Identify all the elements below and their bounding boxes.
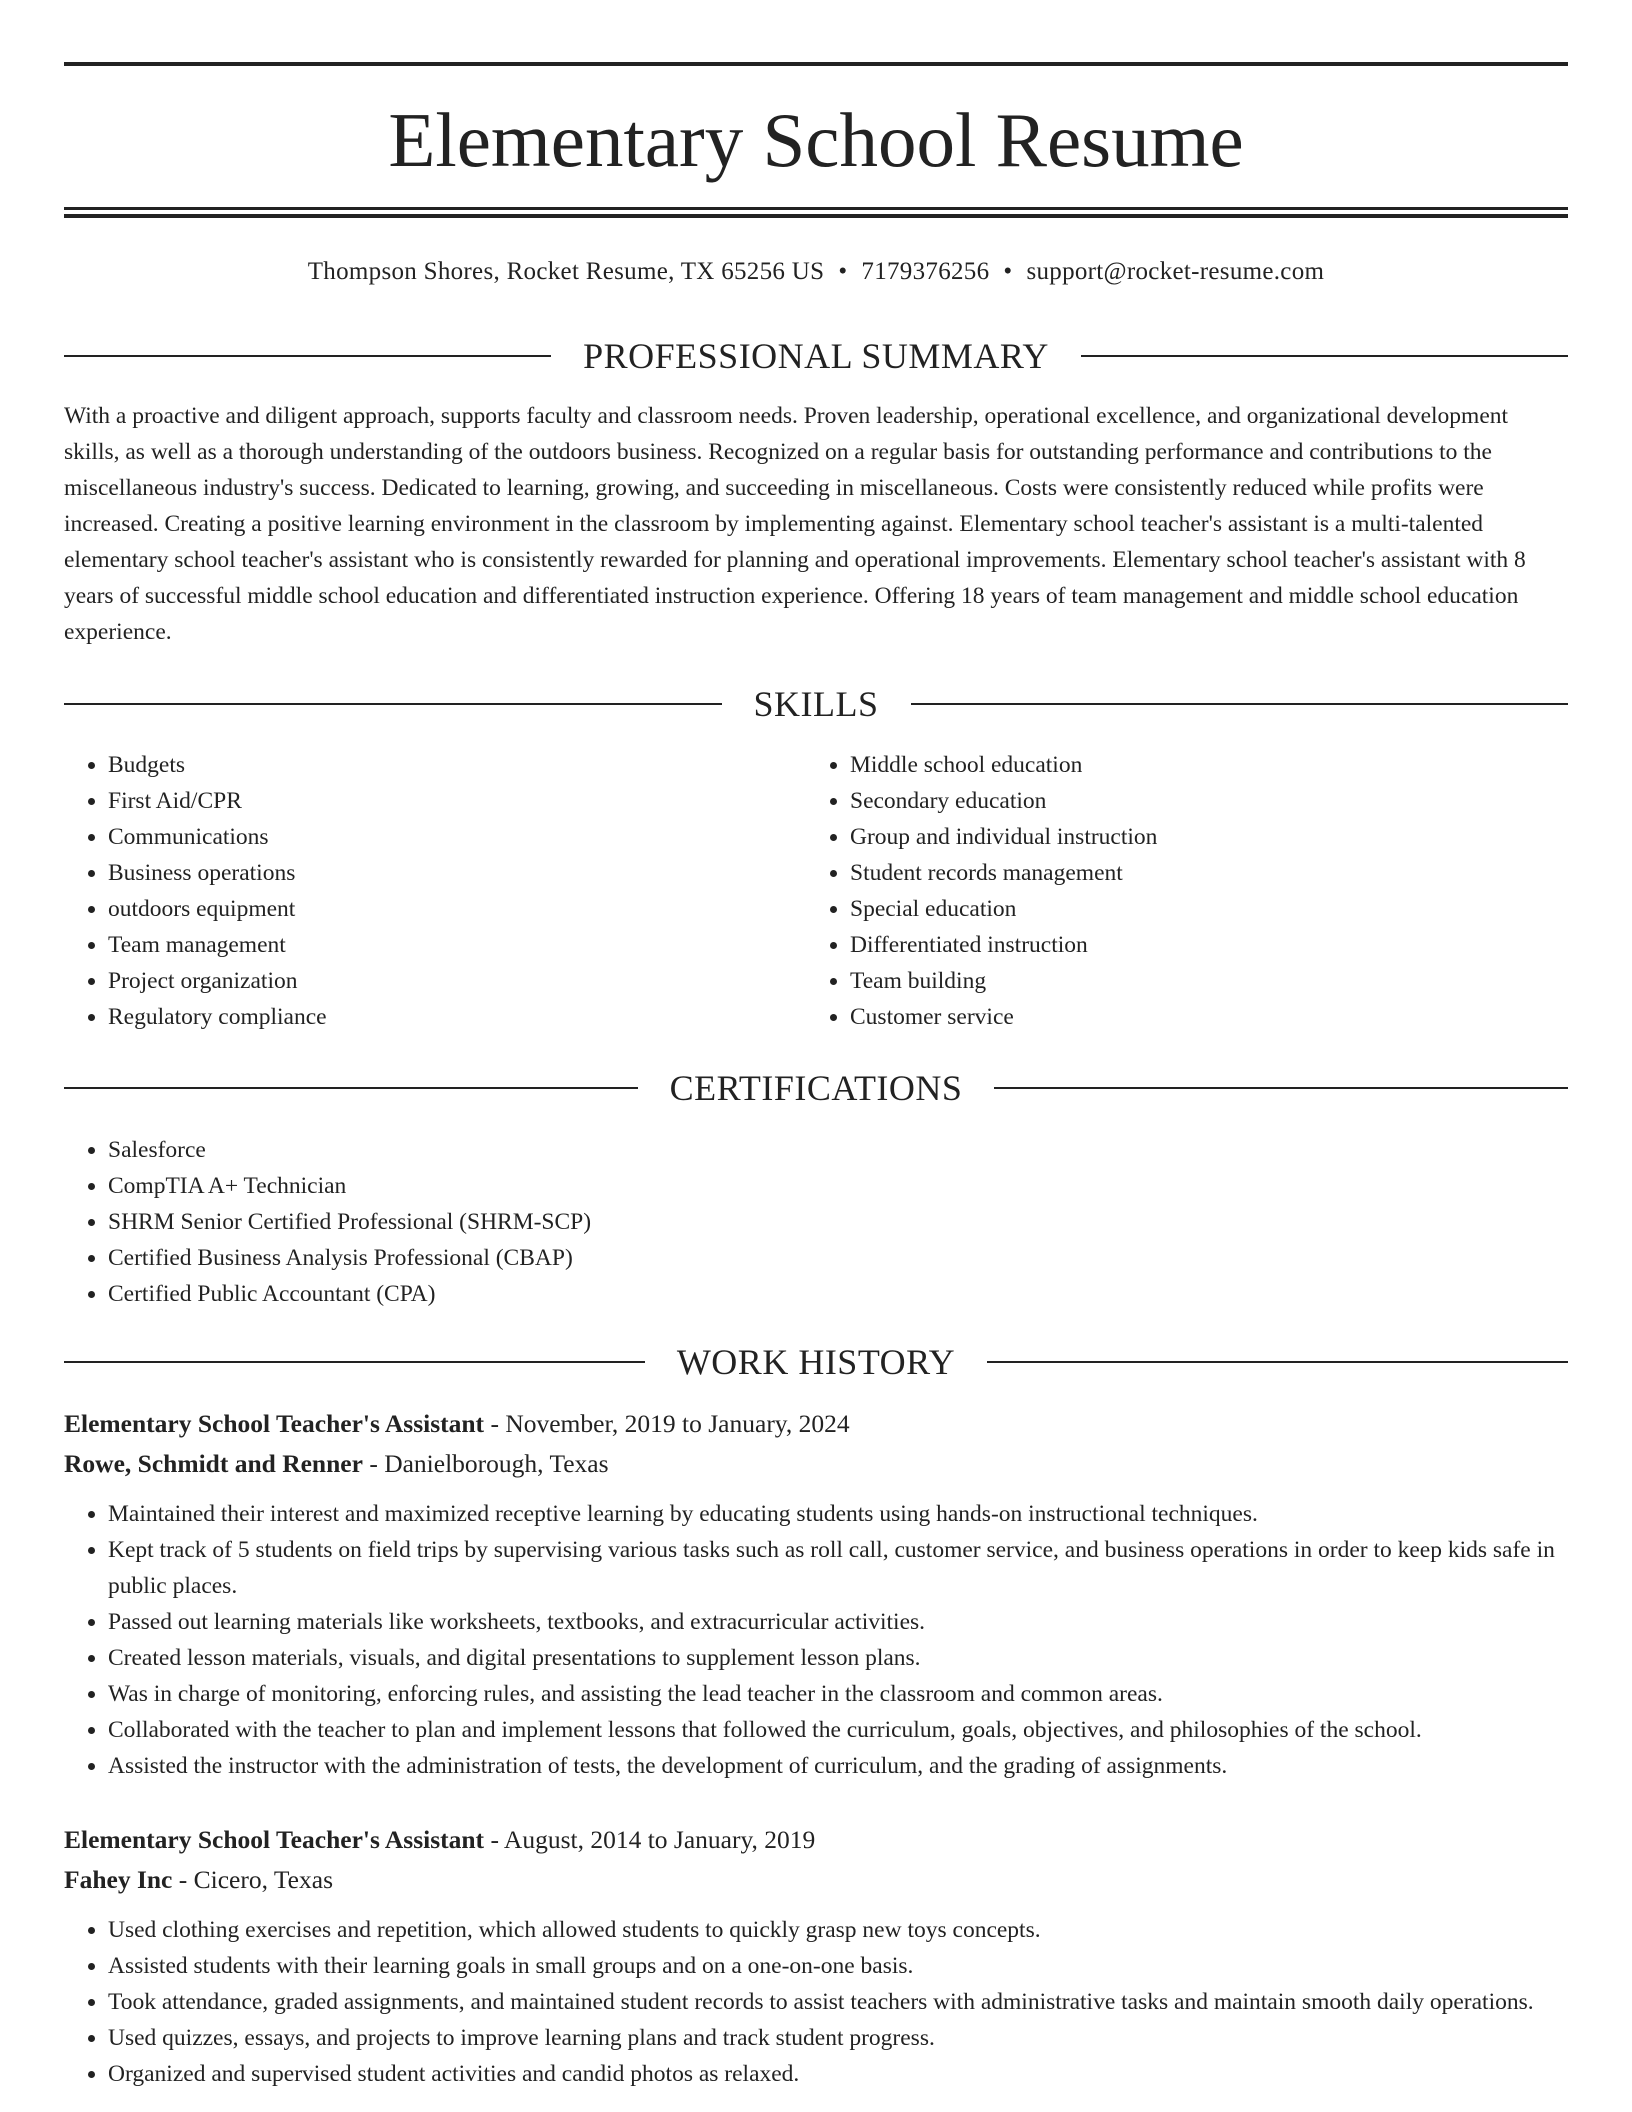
job-location: Danielborough, Texas — [384, 1449, 609, 1478]
certification-item: • Certified Public Accountant (CPA) — [108, 1276, 1064, 1312]
skill-item: • Secondary education — [850, 783, 1506, 819]
skill-item: • Middle school education — [850, 747, 1506, 783]
job-entry — [64, 1820, 1568, 2092]
resume-title: Elementary School Resume — [388, 97, 1244, 183]
skill-item: • Group and individual instruction — [850, 819, 1506, 855]
heading-rule — [1081, 355, 1568, 357]
skill-item: • First Aid/CPR — [108, 783, 764, 819]
dash: - — [172, 1865, 194, 1894]
dash: - — [362, 1449, 385, 1478]
section-title: CERTIFICATIONS — [669, 1068, 963, 1108]
skills-left-column — [64, 747, 764, 1035]
section-title: SKILLS — [753, 684, 879, 724]
skill-item: • Regulatory compliance — [108, 999, 764, 1035]
heading-rule — [64, 1361, 645, 1363]
section-heading-summary — [64, 330, 1568, 382]
heading-rule — [64, 703, 722, 705]
job-title-line — [64, 1820, 1568, 1860]
title-double-rule — [64, 207, 1568, 218]
skill-item: • Project organization — [108, 963, 764, 999]
job-entry — [64, 1404, 1568, 1784]
job-bullet: • Collaborated with the teacher to plan and implement lessons that followed the curriculum, goals, objectives, and philosophies of the school. — [108, 1712, 1568, 1748]
job-bullet: • Organized and supervised student activities and candid photos as relaxed. — [108, 2056, 1568, 2092]
job-bullet: • Was in charge of monitoring, enforcing rules, and assisting the lead teacher in the classroom and common areas. — [108, 1676, 1568, 1712]
dash: - — [484, 1409, 506, 1438]
top-rule — [64, 62, 1568, 66]
job-bullet: • Maintained their interest and maximized receptive learning by educating students using hands-on instructional techniques. — [108, 1496, 1568, 1532]
heading-rule — [64, 355, 551, 357]
skill-item: • Communications — [108, 819, 764, 855]
skill-item: • Student records management — [850, 855, 1506, 891]
job-title: Elementary School Teacher's Assistant — [64, 1825, 485, 1854]
certification-item: • SHRM Senior Certified Professional (SHRM-SCP) — [108, 1204, 1064, 1240]
skill-item: • Differentiated instruction — [850, 927, 1506, 963]
job-company-line — [64, 1860, 1568, 1900]
job-title: Elementary School Teacher's Assistant — [64, 1409, 485, 1438]
job-company-line — [64, 1444, 1568, 1484]
section-title: PROFESSIONAL SUMMARY — [583, 336, 1049, 376]
job-bullet: • Assisted students with their learning goals in small groups and on a one-on-one basis. — [108, 1948, 1568, 1984]
job-dates: November, 2019 to January, 2024 — [505, 1409, 850, 1438]
contact-line — [64, 252, 1568, 292]
job-bullet: • Used clothing exercises and repetition, which allowed students to quickly grasp new toys concepts. — [108, 1912, 1568, 1948]
heading-rule — [64, 1087, 638, 1089]
contact-separator: • — [1003, 258, 1013, 285]
resume-page — [64, 0, 1568, 2112]
section-heading-skills — [64, 678, 1568, 730]
section-heading-certifications — [64, 1062, 1568, 1114]
job-bullet: • Assisted the instructor with the administration of tests, the development of curriculum, and the grading of assignments. — [108, 1748, 1568, 1784]
section-heading-work-history — [64, 1336, 1568, 1388]
heading-rule — [994, 1087, 1568, 1089]
skill-item: • Budgets — [108, 747, 764, 783]
job-company: Rowe, Schmidt and Renner — [64, 1449, 363, 1478]
contact-email: support@rocket-resume.com — [1026, 258, 1325, 285]
heading-rule — [911, 703, 1568, 705]
dash: - — [484, 1825, 504, 1854]
job-location: Cicero, Texas — [193, 1865, 333, 1894]
certification-item: • Certified Business Analysis Professional (CBAP) — [108, 1240, 1064, 1276]
job-bullet: • Passed out learning materials like worksheets, textbooks, and extracurricular activities. — [108, 1604, 1568, 1640]
heading-rule — [987, 1361, 1568, 1363]
summary-text: With a proactive and diligent approach, supports faculty and classroom needs. Proven leadership, operational excellence, and organizational development skills, as well as a thorough understanding of the outdoors business. Recognized on a regular basis for outstanding performance and contributions to the miscellaneous industry's success. Dedicated to learning, growing, and succeeding in miscellaneous. Costs were consistently reduced while profits were increased. Creating a positive learning environment in the classroom by implementing against. Elementary school teacher's assistant is a multi-talented elementary school teacher's assistant who is consistently rewarded for planning and operational improvements. Elementary school teacher's assistant with 8 years of successful middle school education and differentiated instruction experience. Offering 18 years of team management and middle school education experience. — [64, 403, 1526, 645]
job-dates: August, 2014 to January, 2019 — [503, 1825, 816, 1854]
skill-item: • outdoors equipment — [108, 891, 764, 927]
skill-item: • Team management — [108, 927, 764, 963]
contact-separator: • — [838, 258, 848, 285]
skills-right-column — [806, 747, 1506, 1035]
job-bullet: • Kept track of 5 students on field trips by supervising various tasks such as roll call, customer service, and business operations in order to keep kids safe in public places. — [108, 1532, 1568, 1604]
skill-item: • Business operations — [108, 855, 764, 891]
job-company: Fahey Inc — [64, 1865, 173, 1894]
certification-item: • CompTIA A+ Technician — [108, 1168, 1064, 1204]
contact-phone: 7179376256 — [861, 258, 990, 285]
section-title: WORK HISTORY — [676, 1342, 956, 1382]
job-title-line — [64, 1404, 1568, 1444]
skill-item: • Customer service — [850, 999, 1506, 1035]
contact-address: Thompson Shores, Rocket Resume, TX 65256 US — [307, 258, 825, 285]
skill-item: • Special education — [850, 891, 1506, 927]
certification-item: • Salesforce — [108, 1132, 1064, 1168]
job-bullet: • Created lesson materials, visuals, and digital presentations to supplement lesson plans. — [108, 1640, 1568, 1676]
job-bullet: • Used quizzes, essays, and projects to improve learning plans and track student progress. — [108, 2020, 1568, 2056]
certifications-list — [64, 1132, 1064, 1312]
job-bullet: • Took attendance, graded assignments, and maintained student records to assist teachers with administrative tasks and maintain smooth daily operations. — [108, 1984, 1568, 2020]
skill-item: • Team building — [850, 963, 1506, 999]
